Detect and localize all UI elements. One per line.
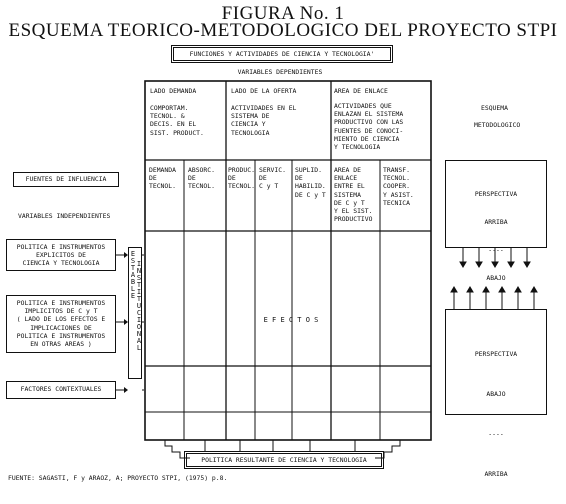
- perspectiva-bottom-l2: ----: [488, 430, 504, 438]
- politica-explicita-box: POLITICA E INSTRUMENTOS EXPLICITOS DE CIENCIA Y TECNOLOGIA: [6, 239, 116, 271]
- politica-resultante-box: POLITICA RESULTANTE DE CIENCIA Y TECNOLOGIA: [184, 451, 384, 469]
- perspectiva-arriba-abajo-box: [445, 160, 547, 282]
- col-head-enlace: AREA DE ENLACE: [334, 87, 388, 95]
- col-body-enlace: ACTIVIDADES QUE ENLAZAN EL SISTEMA PRODUCTIVO CON LAS FUENTES DE CONOCI- MIENTO DE CIENCIA Y TECNOLOGIA: [334, 102, 404, 152]
- perspectiva-top-l1: ARRIBA: [484, 218, 508, 226]
- variables-dependientes-label: VARIABLES DEPENDIENTES: [237, 68, 323, 76]
- fuentes-influencia-box: FUENTES DE INFLUENCIA: [13, 172, 119, 187]
- metodologico-label: METODOLOGICO: [474, 121, 521, 129]
- perspectiva-bottom-l3: ARRIBA: [484, 470, 508, 478]
- factores-contextuales-box: FACTORES CONTEXTUALES: [6, 381, 116, 399]
- col-head-oferta: LADO DE LA OFERTA: [231, 87, 297, 95]
- politica-implicita-box: POLITICA E INSTRUMENTOS IMPLICITOS DE C y T ( LADO DE LOS EFECTOS E IMPLICACIONES DE POLITICA E INSTRUMENTOS EN OTRAS AREAS ): [6, 295, 116, 353]
- subcol-produc-tecnol: PRODUC. DE TECNOL.: [228, 166, 255, 191]
- perspectiva-top-l3: ABAJO: [486, 274, 506, 282]
- perspectiva-bottom-title: PERSPECTIVA: [474, 350, 518, 358]
- fuente-citation: FUENTE: SAGASTI, F y ARAOZ, A; PROYECTO STPI, (1975) p.8.: [8, 474, 228, 482]
- subcol-servic-cyt: SERVIC. DE C y T: [259, 166, 286, 191]
- estable-label: ESTABLE: [129, 250, 137, 299]
- subcol-suplid-habilid: SUPLID. DE HABILID. DE C y T: [295, 166, 326, 199]
- funciones-actividades-box: FUNCIONES Y ACTIVIDADES DE CIENCIA Y TECNOLOGIA': [171, 45, 393, 63]
- col-head-demanda: LADO DEMANDA: [150, 87, 197, 95]
- subcol-transf-tecnol: TRANSF. TECNOL. COOPER. Y ASIST. TECNICA: [383, 166, 414, 207]
- figure-title: ESQUEMA TEORICO-METODOLOGICO DEL PROYECTO STPI: [8, 20, 558, 41]
- perspectiva-top-title: PERSPECTIVA: [474, 190, 518, 198]
- col-body-oferta: ACTIVIDADES EN EL SISTEMA DE CIENCIA Y TECNOLOGIA: [231, 104, 297, 137]
- perspectiva-abajo-arriba-box: [445, 309, 547, 478]
- subcol-absorc-tecnol: ABSORC. DE TECNOL.: [188, 166, 215, 191]
- institucional-label: INSTITUCIONAL: [135, 260, 143, 351]
- efectos-label: E F E C T O S: [263, 316, 319, 324]
- subcol-demanda-tecnol: DEMANDA DE TECNOL.: [149, 166, 176, 191]
- subcol-area-enlace: AREA DE ENLACE ENTRE EL SISTEMA DE C y T Y EL SIST. PRODUCTIVO: [334, 166, 373, 224]
- perspectiva-top-l2: ----: [488, 246, 504, 254]
- perspectiva-bottom-l1: ABAJO: [486, 390, 506, 398]
- col-body-demanda: COMPORTAM. TECNOL. & DECIS. EN EL SIST. PRODUCT.: [150, 104, 204, 137]
- esquema-label: ESQUEMA: [481, 104, 508, 112]
- variables-independientes-label: VARIABLES INDEPENDIENTES: [18, 212, 111, 220]
- figure-number: FIGURA No. 1: [221, 3, 345, 24]
